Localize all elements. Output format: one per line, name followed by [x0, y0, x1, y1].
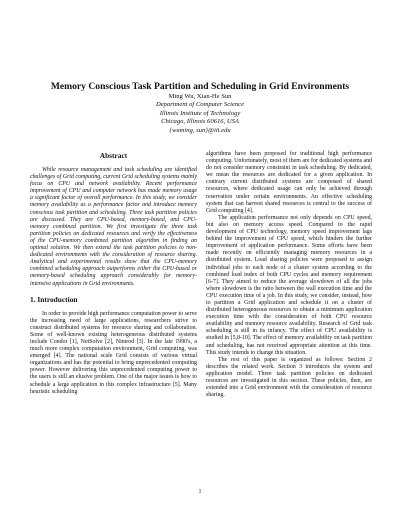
body-paragraph-3: The rest of this paper is organized as follows: Section 2 describes the related work. Section 3 introduces the system and application model. Three task partition policies on dedicated resources are investigated in this section. These policies, then, are extended into a Grid environment with the consideration of resource sharing. [206, 356, 372, 399]
city: Chicago, Illinois 60616, USA [161, 118, 239, 126]
author-names: Ming Wu, Xian-He Sun [168, 93, 232, 100]
introduction-heading: 1. Introduction [30, 294, 78, 304]
body-paragraph-1: algorithms have been proposed for traditional high performance computing. Unfortunately, most of them are for dedicated systems and do not consider memory constraint in task scheduling. By dedicated, we mean the resources are dedicated for a given application. In contrary current distributed systems are composed of shared resources, where dedicated usage can only be achieved through reservation under certain environments. An effective scheduling system that can harvest shared resources is central to the success of Grid computing [4]. [206, 151, 372, 214]
abstract-heading: Abstract [99, 151, 128, 160]
page-number: 1 [198, 489, 202, 495]
institution: Illinois Institute of Technology [159, 109, 241, 117]
abstract-text: While resource management and task scheduling are identified challenges of Grid computing, current Grid scheduling systems mainly focus on CPU and network availability. Recent performance improvement of CPU and computer network has made memory usage a significant factor of overall performance. In this study, we consider memory availability as a performance factor and introduce memory conscious task partition and scheduling. Three task partition policies are discussed. They are CPU-based, memory-based, and CPU-memory combined partition. We first investigate the three task partition policies on dedicated resources and verify the effectiveness of the CPU-memory combined partition algorithm in finding an optimal solution. We then extend the task partition policies to non-dedicated environments with the consideration of resource sharing. Analytical and experimental results show that the CPU-memory combined scheduling approach outperforms either the CPU-based or memory-based scheduling approach considerably for memory-intensive applications in Grid environments. [30, 167, 197, 287]
paper-title: Memory Conscious Task Partition and Scheduling in Grid Environments [50, 81, 350, 92]
body-paragraph-2: The application performance not only depends on CPU speed, but also on memory access speed. Compared to the rapid development of CPU technology, memory speed improvement lags behind the improvement of CPU speed, which hinders the further improvement of application performance. Some efforts have been made recently on efficiently managing memory resources in a distributed system. Load sharing policies were proposed to assign individual jobs to each node of a cluster system according to the combined load index of both CPU cycles and memory requirement [6-7]. They aimed to reduce the average slowdown of all the jobs where slowdown is the ratio between the wall execution time and the CPU execution time of a job. In this study, we consider, instead, how to partition a Grid application and schedule it on a cluster of distributed heterogeneous resources to obtain a minimum application execution time with the consideration of both CPU resource availability and memory resource availability. Research of Grid task scheduling is still in its infancy. The effect of CPU availability is studied in [5,8-10]. The effect of memory availability on task partition and scheduling, has not received appropriate attention at this time. This study intends to change this situation. [206, 214, 372, 356]
introduction-paragraph: In order to provide high performance computation power to serve the increasing need of large applications, researchers strive to construct distributed systems for resource sharing and collaboration. Some of well-known existing heterogeneous distributed systems include Condor [1], NetSolve [2], Nimrod [3]. In the late 1990's, a much more complex computation environment, Grid computing, was emerged [4]. The national scale Grid consists of various virtual organizations and has the potential to bring unprecedented computing power. However delivering this unprecedented computing power to the users is still an elusive problem. One of the major issues is how to schedule a large application in this complex infrastructure [5]. Many heuristic scheduling [30, 310, 197, 395]
right-column [206, 151, 372, 399]
department: Department of Computer Science [155, 101, 245, 109]
email: {wuming, sun}@iit.edu [169, 126, 231, 134]
left-column [30, 151, 197, 396]
author-block [100, 93, 300, 135]
